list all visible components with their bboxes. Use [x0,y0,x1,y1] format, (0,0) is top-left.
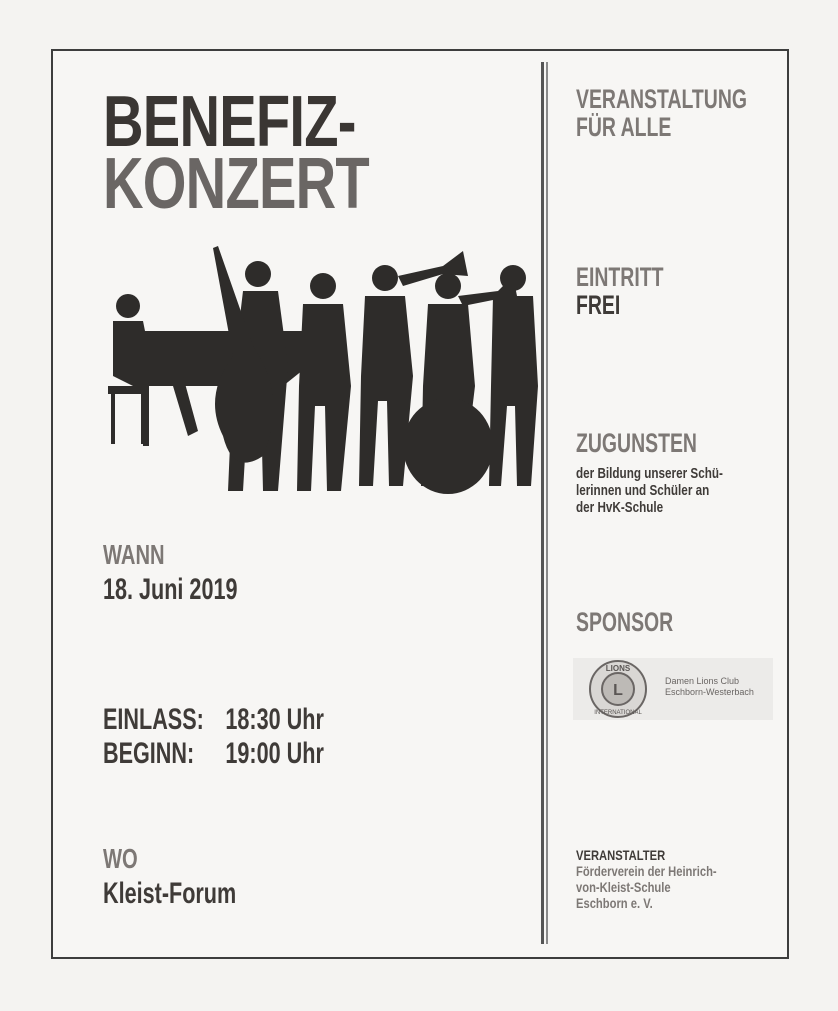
benefit-line-3: der HvK-Schule [576,499,664,516]
einlass-label: EINLASS: [103,703,204,736]
beginn-row [103,737,324,771]
sponsor-name-line-2: Eschborn-Westerbach [665,687,754,697]
trombone-head [500,265,526,291]
benefit-line-2: lerinnen und Schüler an [576,482,710,499]
organizer-line-1: Förderverein der Heinrich- [576,863,717,879]
trombone-body [489,296,538,486]
sponsor-logo-box [573,658,773,720]
sax-body [297,304,351,491]
jazz-band-silhouette [103,236,543,496]
time-block [103,703,324,771]
column-divider-thin [546,62,548,944]
audience-line-1: VERANSTALTUNG [576,84,747,114]
einlass-row [103,703,324,737]
lions-logo-bottom: INTERNATIONAL [594,710,642,716]
benefit-text [576,465,723,516]
benefit-line-1: der Bildung unserer Schü- [576,465,723,482]
flyer-title [103,82,369,224]
sax-head [310,273,336,299]
title-line-1: BENEFIZ- [103,82,356,162]
where-label: WO [103,843,138,874]
audience-heading [576,85,747,141]
sponsor-name [665,676,754,698]
entry-label: EINTRITT [576,262,664,292]
bassist-head [245,261,271,287]
beginn-label: BEGINN: [103,737,195,770]
organizer-line-3: Eschborn e. V. [576,895,653,911]
organizer-block [576,847,717,911]
beginn-value: 19:00 Uhr [225,737,324,770]
when-label: WANN [103,539,165,570]
pianist-head [116,294,140,318]
column-divider [541,62,544,944]
drum [403,398,493,494]
where-value: Kleist-Forum [103,877,237,910]
trumpet-1-head [372,265,398,291]
organizer-line-2: von-Kleist-Schule [576,879,671,895]
title-line-2: KONZERT [103,144,369,224]
lions-logo-letter: L [613,682,623,699]
trumpet-2-head [435,273,461,299]
entry-value: FREI [576,290,621,320]
sponsor-label: SPONSOR [576,607,674,637]
sponsor-name-line-1: Damen Lions Club [665,676,740,686]
audience-line-2: FÜR ALLE [576,112,672,142]
when-value: 18. Juni 2019 [103,573,238,606]
organizer-label: VERANSTALTER [576,847,666,863]
benefit-label: ZUGUNSTEN [576,428,697,458]
flyer-frame [51,49,789,959]
lions-emblem-icon [573,658,663,720]
entry-block [576,263,663,319]
einlass-value: 18:30 Uhr [225,703,324,736]
piano-bench [108,386,148,394]
lions-logo-top: LIONS [605,664,631,673]
